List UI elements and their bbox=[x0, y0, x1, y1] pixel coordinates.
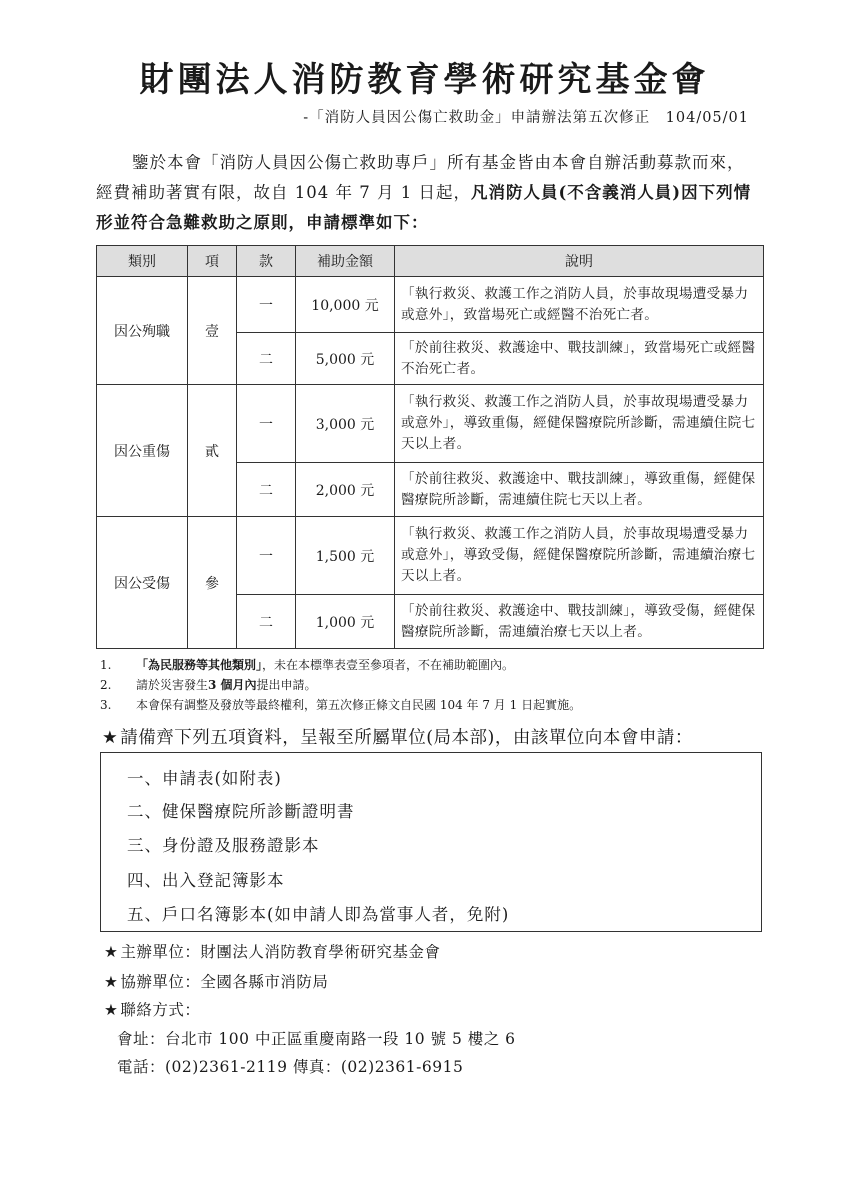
amount-cell: 5,000 元 bbox=[296, 333, 395, 385]
header-description: 說明 bbox=[395, 246, 764, 277]
document-item: 二、健保醫療院所診斷證明書 bbox=[127, 802, 355, 821]
description-cell: 「於前往救災、救護途中、戰技訓練」，致當場死亡或經醫不治死亡者。 bbox=[395, 333, 764, 385]
clause-cell: 一 bbox=[237, 277, 296, 333]
page-title: 財團法人消防教育學術研究基金會 bbox=[139, 60, 710, 100]
clause-cell: 二 bbox=[237, 463, 296, 517]
clause-cell: 一 bbox=[237, 517, 296, 595]
note-text: ，未在本標準表壹至參項者，不在補助範圍內。 bbox=[262, 658, 515, 672]
description-cell: 「執行救災、救護工作之消防人員，於事故現場遭受暴力或意外」，致當場死亡或經醫不治死亡者。 bbox=[395, 277, 764, 333]
documents-heading-text: 請備齊下列五項資料，呈報至所屬單位(局本部)，由該單位向本會申請： bbox=[120, 728, 693, 748]
category-cell: 因公受傷 bbox=[97, 517, 188, 649]
intro-emphasis: 凡消防人員(不含義消人員)因下列情形並符合急難救助之原則，申請標準如下： bbox=[96, 183, 752, 232]
header-category: 類別 bbox=[97, 246, 188, 277]
star-icon: ★ bbox=[102, 728, 119, 748]
note-emphasis: 「為民服務等其他類別」 bbox=[136, 658, 263, 672]
contact-method-label: 聯絡方式： bbox=[120, 1001, 201, 1019]
description-cell: 「於前往救災、救護途中、戰技訓練」，導致受傷，經健保醫療院所診斷，需連續治療七天以上者。 bbox=[395, 595, 764, 649]
note-number: 3. bbox=[100, 698, 112, 712]
note-number: 2. bbox=[100, 678, 112, 692]
co-organizer-text: 協辦單位：全國各縣市消防局 bbox=[120, 973, 329, 991]
address-line: 會址：台北市 100 中正區重慶南路一段 10 號 5 樓之 6 bbox=[117, 1030, 516, 1048]
documents-box bbox=[100, 752, 762, 932]
organizer-line bbox=[104, 940, 440, 962]
table-row bbox=[97, 385, 764, 463]
note-text: 提出申請。 bbox=[256, 678, 317, 692]
amount-cell: 2,000 元 bbox=[296, 463, 395, 517]
phone-line: 電話：(02)2361-2119 傳真：(02)2361-6915 bbox=[117, 1058, 464, 1076]
document-item: 一、申請表(如附表) bbox=[127, 769, 282, 788]
table-header-row bbox=[97, 246, 764, 277]
description-cell: 「執行救災、救護工作之消防人員，於事故現場遭受暴力或意外」，導致重傷，經健保醫療院所診斷，需連續住院七天以上者。 bbox=[395, 385, 764, 463]
note-item bbox=[100, 675, 780, 695]
header-amount: 補助金額 bbox=[296, 246, 395, 277]
clause-cell: 二 bbox=[237, 595, 296, 649]
clause-cell: 一 bbox=[237, 385, 296, 463]
intro-text: 鑒於本會「消防人員因公傷亡救助專戶」所有基金皆由本會自辦活動募款而來，經費補助著實有限，故自 104 年 7 月 1 日起， bbox=[96, 153, 745, 202]
star-icon: ★ bbox=[104, 973, 119, 991]
star-icon: ★ bbox=[104, 943, 119, 961]
co-organizer-line bbox=[104, 970, 328, 992]
amount-cell: 1,500 元 bbox=[296, 517, 395, 595]
item-cell: 貳 bbox=[188, 385, 237, 517]
header-item: 項 bbox=[188, 246, 237, 277]
document-item: 四、出入登記簿影本 bbox=[127, 871, 285, 890]
notes-list bbox=[100, 655, 780, 715]
item-cell: 參 bbox=[188, 517, 237, 649]
document-item: 五、戶口名簿影本(如申請人即為當事人者，免附) bbox=[127, 905, 510, 924]
header-clause: 款 bbox=[237, 246, 296, 277]
table-row bbox=[97, 277, 764, 333]
subsidy-table bbox=[96, 245, 764, 649]
note-item bbox=[100, 695, 780, 715]
category-cell: 因公殉職 bbox=[97, 277, 188, 385]
note-text: 本會保有調整及發放等最終權利，第五次修正條文自民國 104 年 7 月 1 日起實施。 bbox=[136, 698, 582, 712]
clause-cell: 二 bbox=[237, 333, 296, 385]
table-row bbox=[97, 517, 764, 595]
intro-paragraph bbox=[96, 148, 756, 238]
item-cell: 壹 bbox=[188, 277, 237, 385]
note-item bbox=[100, 655, 780, 675]
document-item: 三、身份證及服務證影本 bbox=[127, 836, 320, 855]
contact-method-line bbox=[104, 998, 200, 1020]
amount-cell: 3,000 元 bbox=[296, 385, 395, 463]
description-cell: 「執行救災、救護工作之消防人員，於事故現場遭受暴力或意外」，導致受傷，經健保醫療院所診斷，需連續治療七天以上者。 bbox=[395, 517, 764, 595]
note-emphasis: 3 個月內 bbox=[208, 678, 257, 692]
documents-heading bbox=[102, 724, 693, 749]
category-cell: 因公重傷 bbox=[97, 385, 188, 517]
description-cell: 「於前往救災、救護途中、戰技訓練」，導致重傷，經健保醫療院所診斷，需連續住院七天以上者。 bbox=[395, 463, 764, 517]
note-number: 1. bbox=[100, 658, 112, 672]
amount-cell: 1,000 元 bbox=[296, 595, 395, 649]
note-text-pre: 請於災害發生 bbox=[136, 678, 209, 692]
page-subtitle: -「消防人員因公傷亡救助金」申請辦法第五次修正 104/05/01 bbox=[303, 110, 749, 126]
star-icon: ★ bbox=[104, 1001, 119, 1019]
organizer-text: 主辦單位：財團法人消防教育學術研究基金會 bbox=[120, 943, 441, 961]
amount-cell: 10,000 元 bbox=[296, 277, 395, 333]
